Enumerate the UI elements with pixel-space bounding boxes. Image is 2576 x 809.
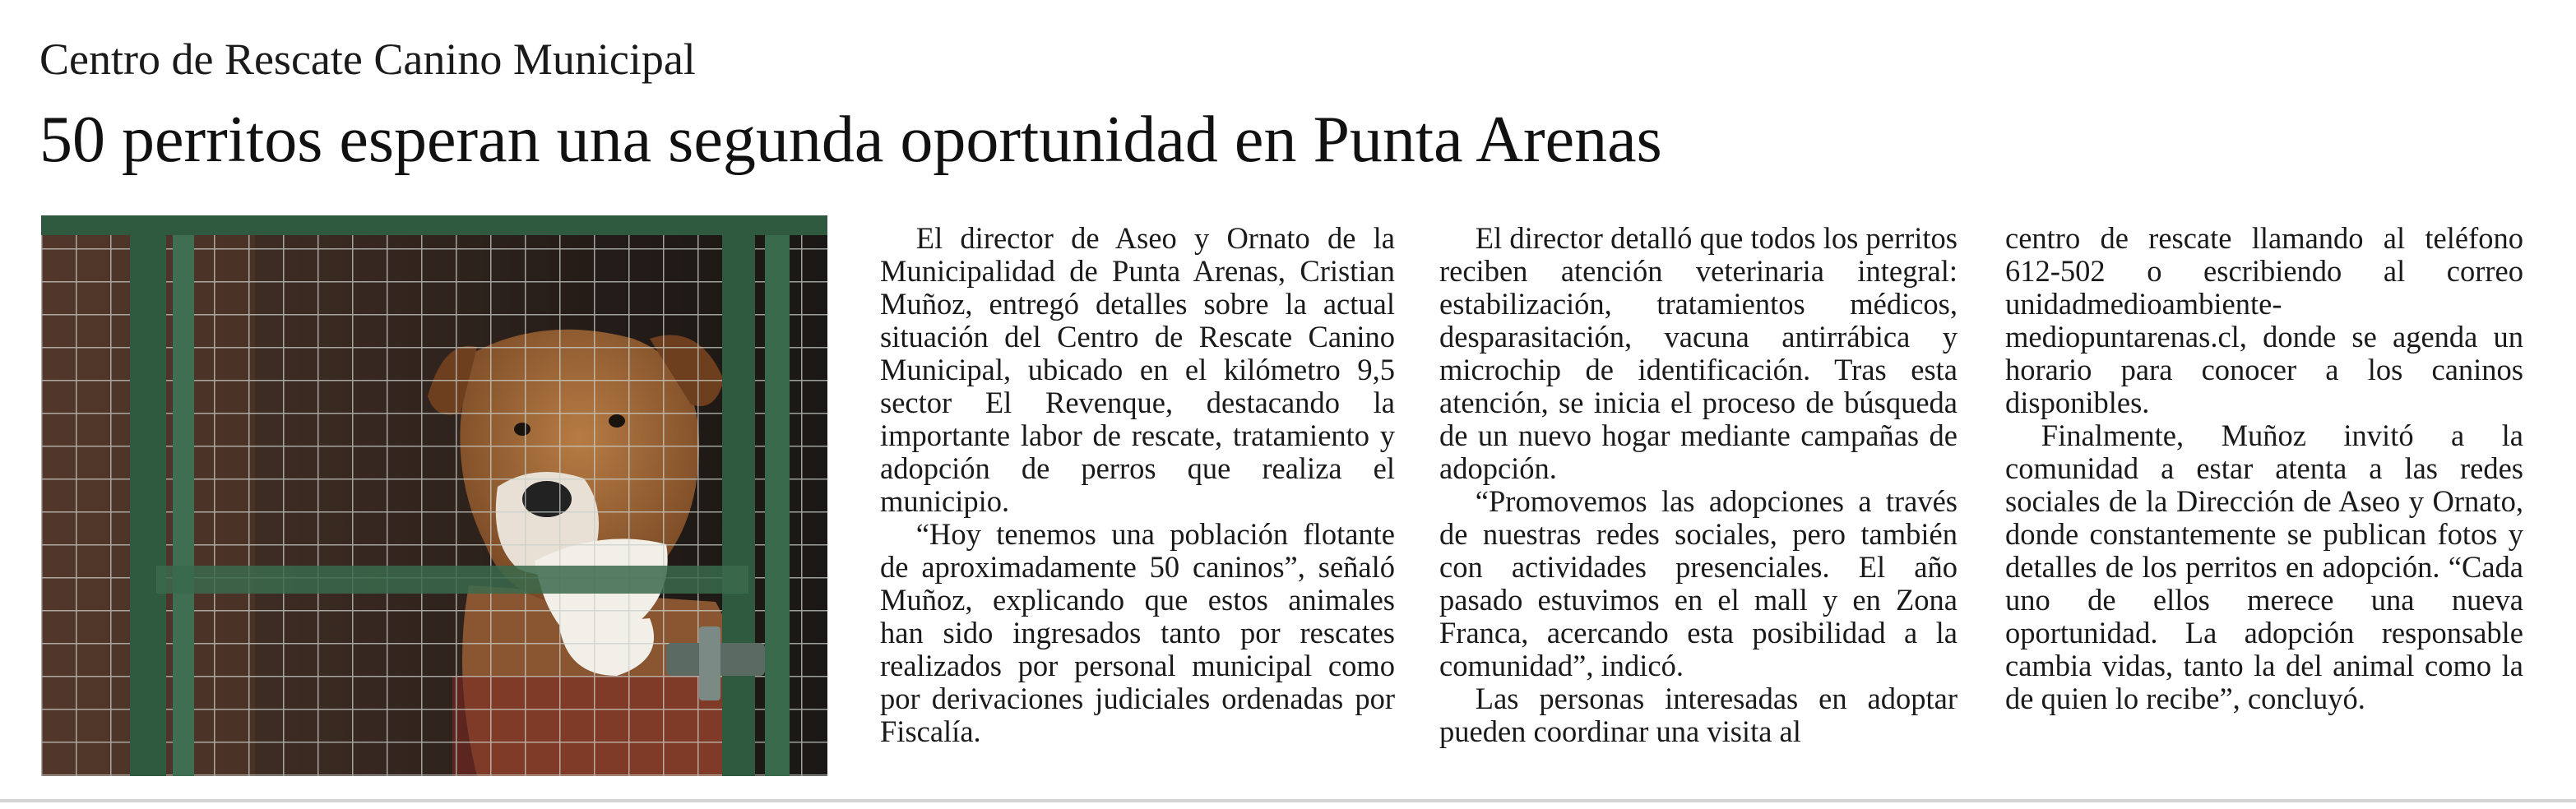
paragraph: centro de rescate llamando al teléfono 612-502 o escribiendo al correo unidadmedioambiente-mediopuntarenas.cl, donde se agenda un horario para conocer a los caninos disponibles. [2005, 221, 2523, 419]
paragraph: Las personas interesadas en adoptar pueden coordinar una visita al [1439, 682, 1957, 748]
paragraph: El director de Aseo y Ornato de la Municipalidad de Punta Arenas, Cristian Muñoz, entregó detalles sobre la actual situación del Centro de Rescate Canino Municipal, ubicado en el kilómetro 9,5 sector El Revenque, destacando la importante labor de rescate, tratamiento y adopción de perros que realiza el municipio. [880, 221, 1395, 518]
article-kicker: Centro de Rescate Canino Municipal [39, 35, 696, 84]
article-headline: 50 perritos esperan una segunda oportunidad en Punta Arenas [39, 104, 1662, 176]
dog-behind-kennel-bars-image [41, 215, 827, 776]
article-column-2 [1439, 222, 1957, 748]
paragraph: Finalmente, Muñoz invitó a la comunidad a estar atenta a las redes sociales de la Dirección de Aseo y Ornato, donde constantemente se publican fotos y detalles de los perritos en adopción. “Cada uno de ellos merece una nueva oportunidad. La adopción responsable cambia vidas, tanto la del animal como la de quien lo recibe”, concluyó. [2005, 418, 2523, 715]
article-column-1 [880, 222, 1395, 748]
paragraph: “Hoy tenemos una población flotante de aproximadamente 50 caninos”, señaló Muñoz, explicando que estos animales han sido ingresados tanto por rescates realizados por personal municipal como por derivaciones judiciales ordenadas por Fiscalía. [880, 517, 1395, 748]
article-column-3 [2005, 222, 2523, 715]
bottom-divider [0, 799, 2576, 802]
paragraph: “Promovemos las adopciones a través de nuestras redes sociales, pero también con actividades presenciales. El año pasado estuvimos en el mall y en Zona Franca, acercando esta posibilidad a la comunidad”, indicó. [1439, 484, 1957, 682]
article-photo [41, 215, 827, 776]
paragraph: El director detalló que todos los perritos reciben atención veterinaria integral: estabilización, tratamientos médicos, desparasitación, vacuna antirrábica y microchip de identificación. Tras esta atención, se inicia el proceso de búsqueda de un nuevo hogar mediante campañas de adopción. [1439, 221, 1957, 485]
